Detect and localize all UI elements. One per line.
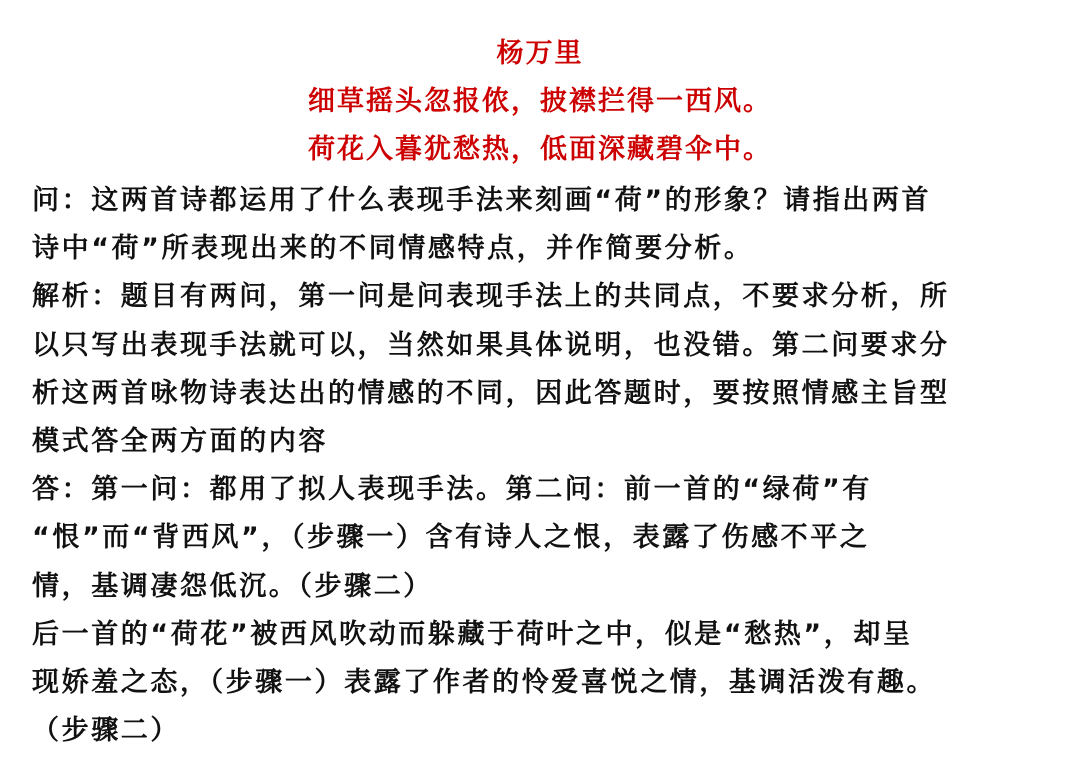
answer-line: 情，基调凄怨低沉。（步骤二） [32, 570, 433, 602]
question-line: 诗中“荷”所表现出来的不同情感特点，并作简要分析。 [32, 233, 754, 265]
poem-block [0, 30, 1080, 174]
analysis-line: 以只写出表现手法就可以，当然如果具体说明，也没错。第二问要求分 [32, 329, 950, 361]
analysis-line: 析这两首咏物诗表达出的情感的不同，因此答题时，要按照情感主旨型 [32, 377, 950, 409]
poem-line-2: 荷花入暮犹愁热，低面深藏碧伞中。 [308, 134, 772, 165]
answer-line: （步骤二） [32, 715, 180, 747]
question-line: 问：这两首诗都运用了什么表现手法来刻画“荷”的形象？请指出两首 [32, 185, 932, 216]
analysis-line: 模式答全两方面的内容 [32, 425, 328, 457]
answer-line: 答：第一问：都用了拟人表现手法。第二问：前一首的“绿荷”有 [32, 474, 872, 506]
poem-line-1: 细草摇头忽报侬，披襟拦得一西风。 [308, 86, 772, 117]
poem-author: 杨万里 [496, 38, 584, 69]
answer-line: 后一首的“荷花”被西风吹动而躲藏于荷叶之中，似是“愁热”，却呈 [32, 618, 913, 650]
analysis-line: 解析：题目有两问，第一问是问表现手法上的共同点，不要求分析，所 [32, 281, 950, 313]
explanation-body [32, 177, 1048, 755]
answer-line: 现娇羞之态，（步骤一）表露了作者的怜爱喜悦之情，基调活泼有趣。 [32, 666, 937, 698]
answer-line: “恨”而“背西风”，（步骤一）含有诗人之恨，表露了伤感不平之 [32, 522, 870, 554]
